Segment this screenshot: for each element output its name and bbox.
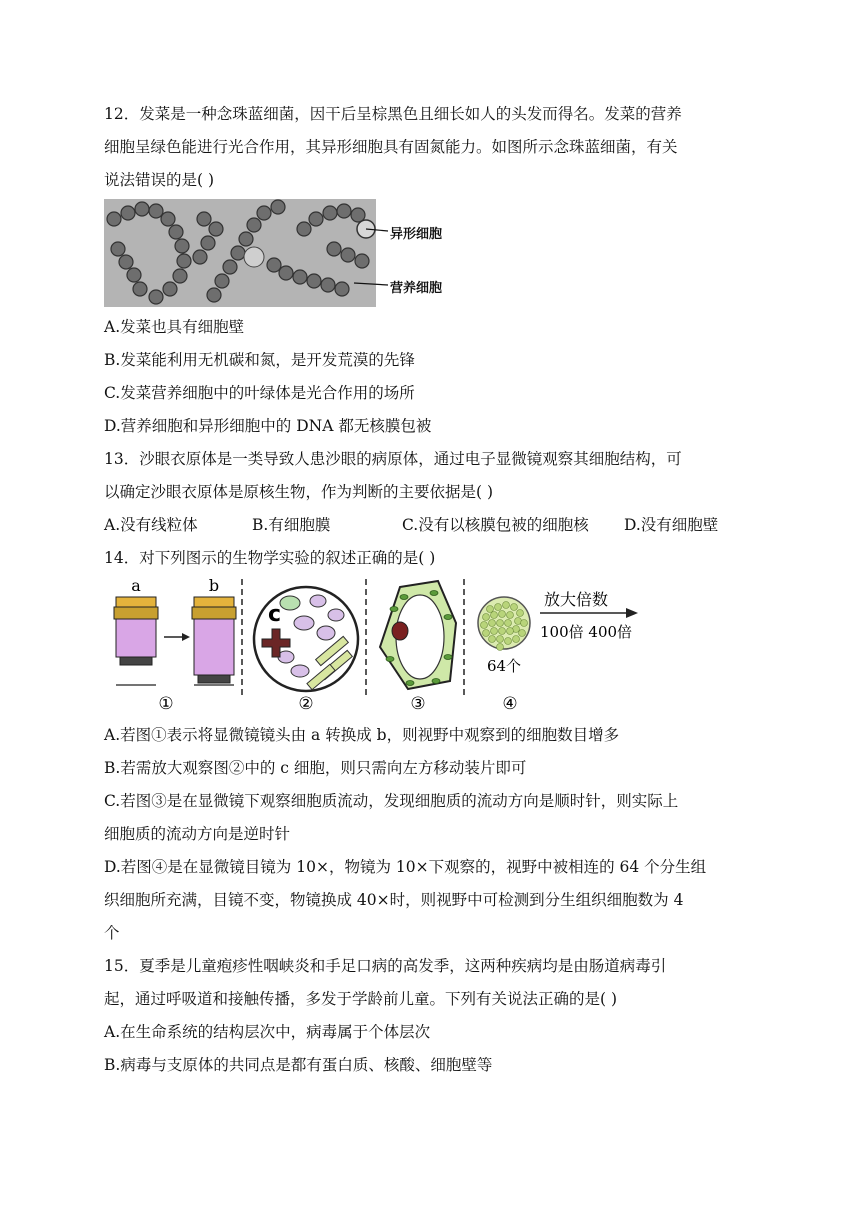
q13-options (104, 509, 754, 542)
objective-lens-b (192, 597, 236, 683)
question-13 (104, 443, 754, 542)
magnification-values: 100倍 400倍 (540, 623, 633, 641)
panel-number-1: ① (158, 694, 174, 714)
q12-stem-line-1: 12．发菜是一种念珠蓝细菌，因干后呈棕黑色且细长如人的头发而得名。发菜的营养 (104, 105, 682, 123)
lens-a-label: a (131, 577, 141, 595)
q14-option-d-line-1: D.若图④是在显微镜目镜为 10×，物镜为 10×下观察的，视野中被相连的 64 个分生组 (104, 858, 707, 876)
q14-option-c-line-2: 细胞质的流动方向是逆时针 (104, 825, 291, 843)
q12-stem-line-2: 细胞呈绿色能进行光合作用，其异形细胞具有固氮能力。如图所示念珠蓝细菌，有关 (104, 138, 678, 156)
q14-option-c-line-1: C.若图③是在显微镜下观察细胞质流动，发现细胞质的流动方向是顺时针，则实际上 (104, 792, 679, 810)
q15-option-a: A.在生命系统的结构层次中，病毒属于个体层次 (104, 1023, 431, 1041)
lens-b-label: b (208, 577, 220, 595)
q14-option-a: A.若图①表示将显微镜镜头由 a 转换成 b，则视野中观察到的细胞数目增多 (104, 726, 620, 744)
q12-option-d: D.营养细胞和异形细胞中的 DNA 都无核膜包被 (104, 417, 432, 435)
q13-option-a: A.没有线粒体 (104, 516, 198, 534)
magnification-label: 放大倍数 (544, 590, 609, 609)
question-15 (104, 950, 754, 1082)
q12-option-b: B.发菜能利用无机碳和氮，是开发荒漠的先锋 (104, 351, 415, 369)
q14-option-d-line-3: 个 (104, 924, 120, 942)
cell-count-label: 64个 (486, 657, 522, 675)
q13-option-d: D.没有细胞壁 (624, 516, 719, 534)
q13-option-b: B.有细胞膜 (252, 516, 331, 534)
q12-stem-line-3: 说法错误的是( ) (104, 171, 215, 189)
meristem-field-4 (478, 597, 530, 651)
q14-figure (104, 577, 644, 719)
cell-c-label: c (268, 602, 282, 627)
objective-lens-a (114, 597, 158, 665)
question-page (104, 98, 754, 1082)
q12-micrograph-figure (104, 199, 484, 307)
q12-option-a: A.发菜也具有细胞壁 (104, 318, 245, 336)
q12-option-c: C.发菜营养细胞中的叶绿体是光合作用的场所 (104, 384, 415, 402)
q14-stem: 14．对下列图示的生物学实验的叙述正确的是( ) (104, 549, 436, 567)
vegetative-cell-label: 营养细胞 (390, 281, 443, 296)
heterocyst-label: 异形细胞 (390, 227, 443, 242)
panel-number-4: ④ (502, 694, 518, 714)
plant-cell-3 (380, 581, 456, 689)
panel-number-2: ② (298, 694, 314, 714)
q15-option-b: B.病毒与支原体的共同点是都有蛋白质、核酸、细胞壁等 (104, 1056, 493, 1074)
q15-stem-line-1: 15．夏季是儿童疱疹性咽峡炎和手足口病的高发季，这两种疾病均是由肠道病毒引 (104, 957, 667, 975)
question-14 (104, 542, 754, 950)
q14-option-b: B.若需放大观察图②中的 c 细胞，则只需向左方移动装片即可 (104, 759, 527, 777)
question-12 (104, 98, 754, 443)
q15-stem-line-2: 起，通过呼吸道和接触传播，多发于学龄前儿童。下列有关说法正确的是( ) (104, 990, 618, 1008)
q13-option-c: C.没有以核膜包被的细胞核 (402, 516, 589, 534)
q13-stem-line-1: 13．沙眼衣原体是一类导致人患沙眼的病原体，通过电子显微镜观察其细胞结构，可 (104, 450, 682, 468)
q13-stem-line-2: 以确定沙眼衣原体是原核生物，作为判断的主要依据是( ) (104, 483, 494, 501)
panel-number-3: ③ (410, 694, 426, 714)
q14-option-d-line-2: 织细胞所充满，目镜不变，物镜换成 40×时，则视野中可检测到分生组织细胞数为 4 (104, 891, 684, 909)
